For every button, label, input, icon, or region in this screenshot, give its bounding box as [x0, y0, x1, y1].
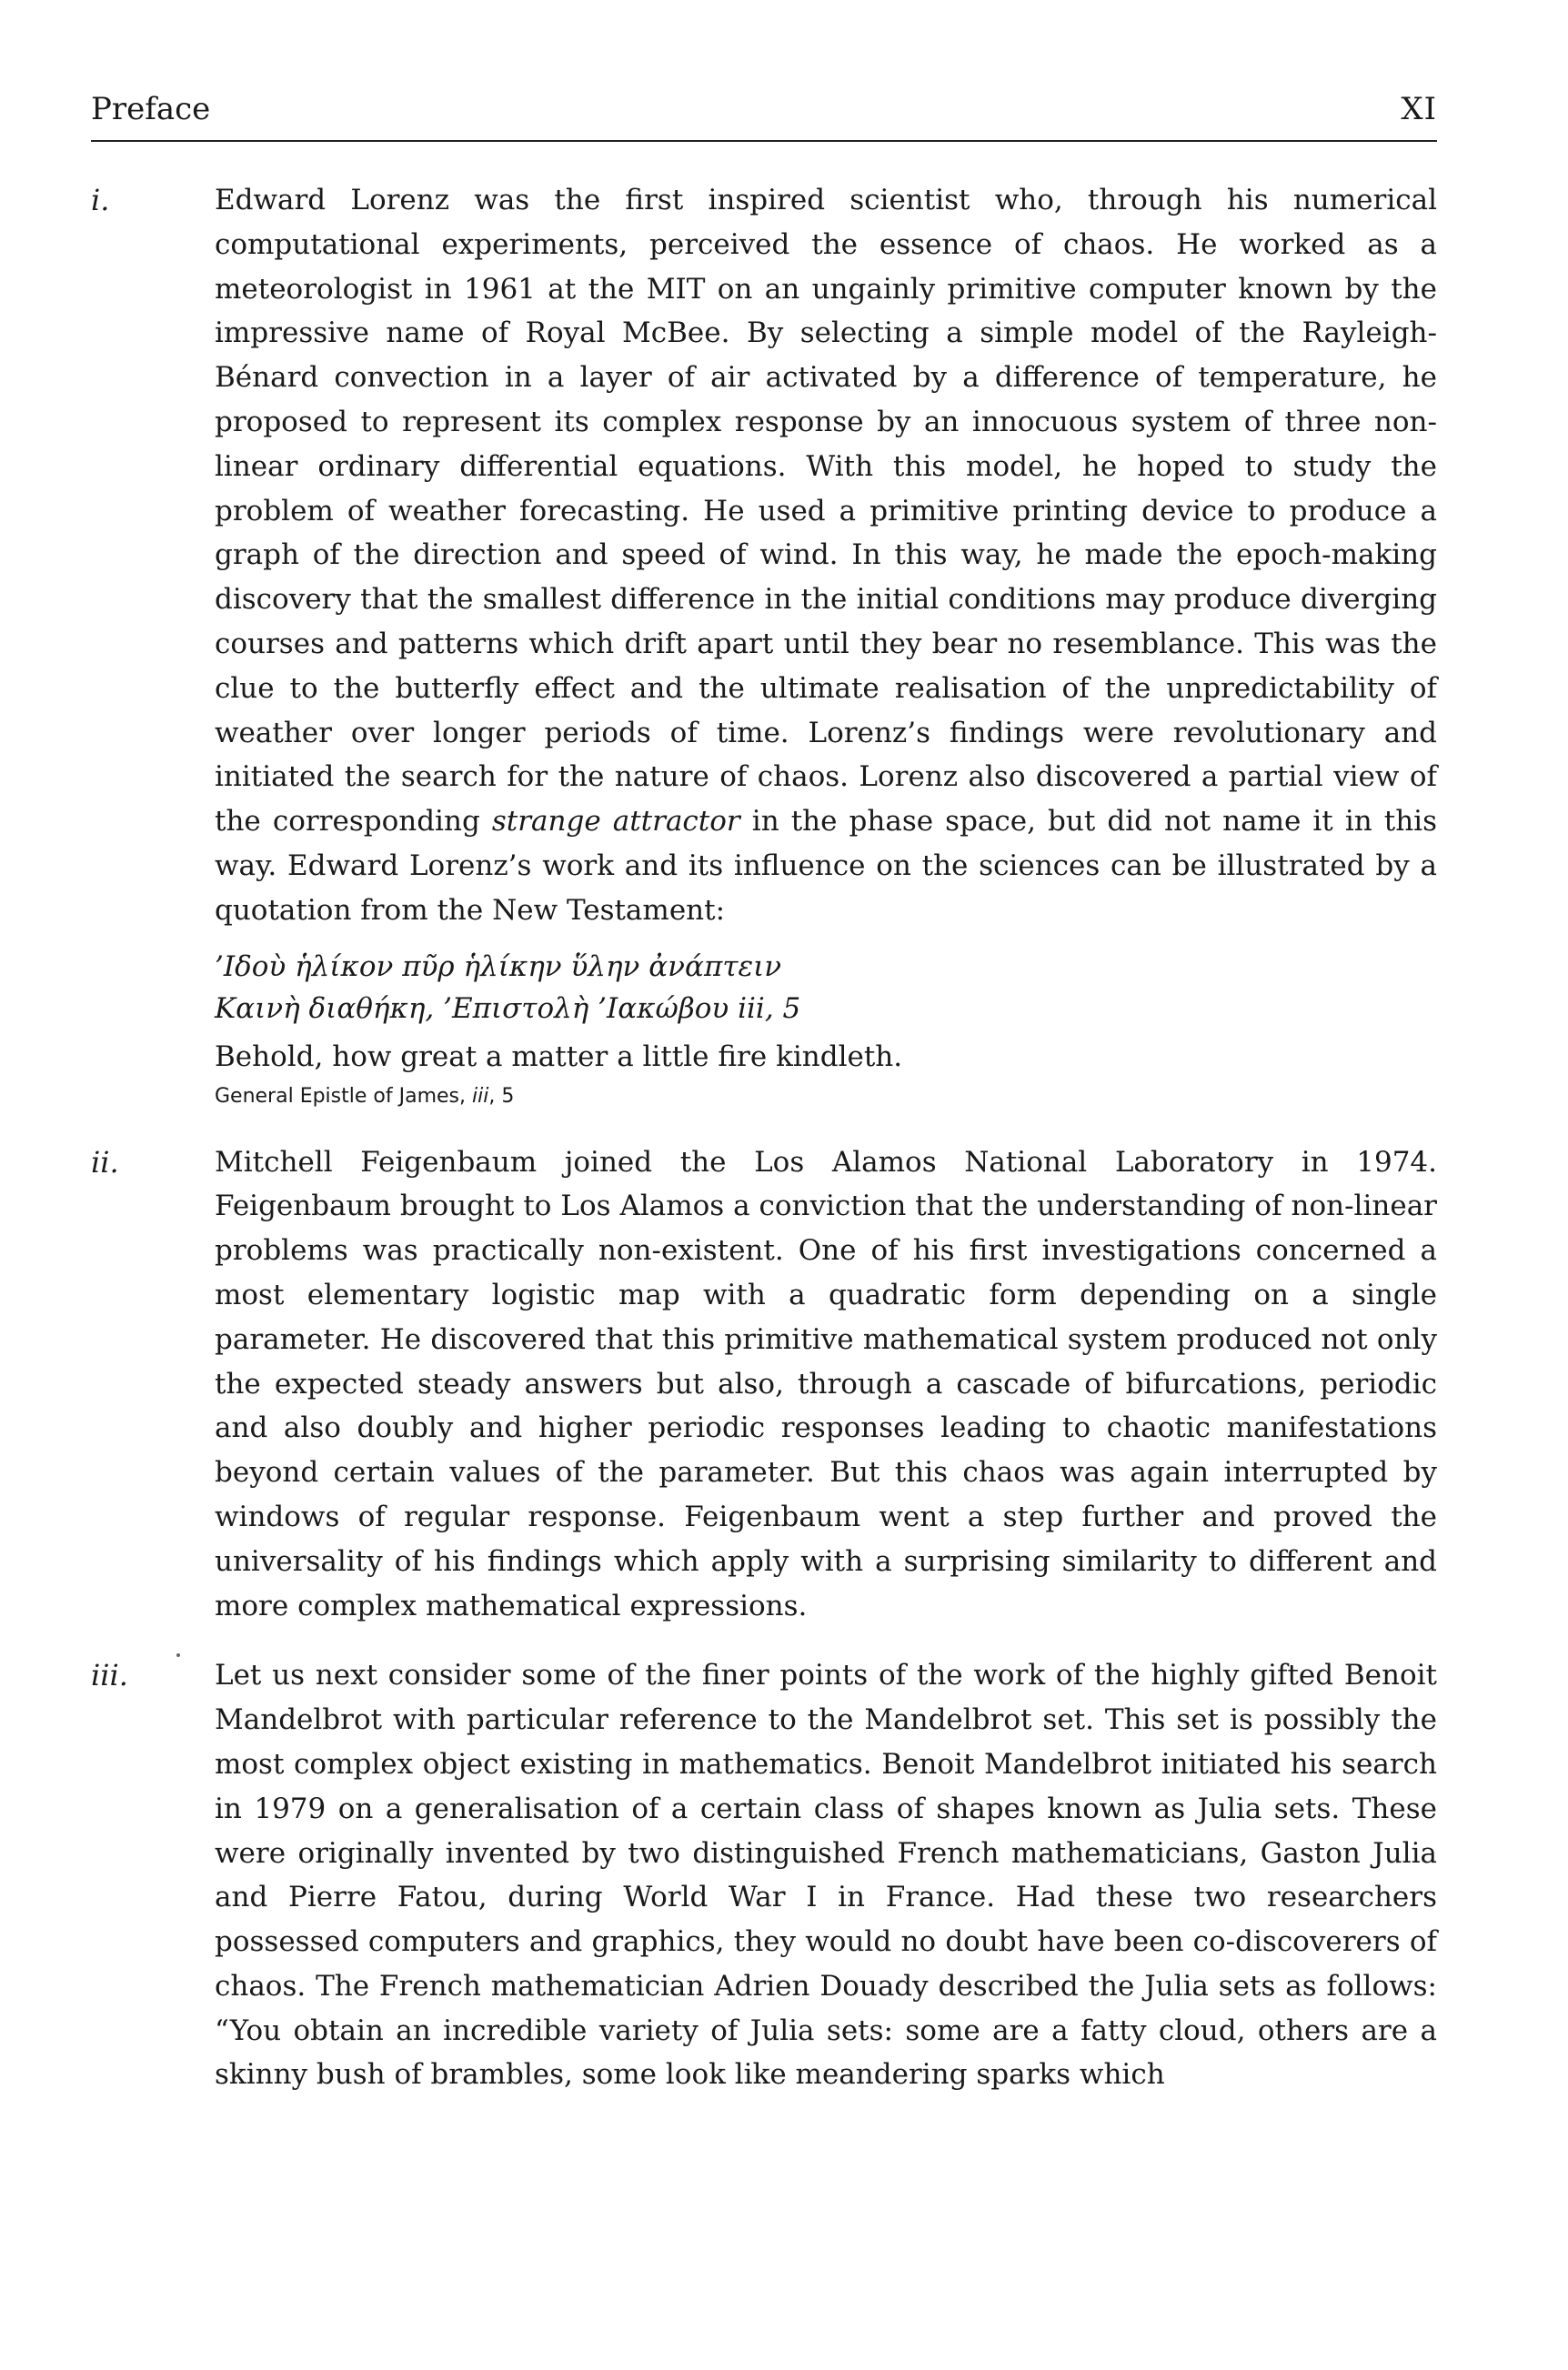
item-numeral: i.	[91, 183, 110, 217]
greek-citation-line: Καινὴ διαθήκη, ’Επιστολὴ ’Ιακώβου iii, 5	[215, 991, 801, 1025]
print-speck	[176, 1653, 180, 1657]
item-numeral: iii.	[91, 1658, 128, 1693]
scripture-quote	[215, 946, 1437, 1115]
paragraph-text: Edward Lorenz was the first inspired scientist who, through his numerical computational experiments, perceived the essence of chaos. He worked as a meteorologist in 1961 at the MIT on an ungainly primitive computer known by the impressive name of Royal McBee. By selecting a simple model of the Rayleigh-Bénard convection in a layer of air activated by a difference of temperature, he proposed to represent its complex response by an innocuous system of three non-linear ordinary differential equations. With this model, he hoped to study the problem of weather forecasting. He used a primitive printing device to produce a graph of the direction and speed of wind. In this way, he made the epoch-making discovery that the smallest difference in the initial conditions may produce diverging courses and patterns which drift apart until they bear no resemblance. This was the clue to the butterfly effect and the ultimate realisation of the unpredictability of weather over longer periods of time. Lorenz’s findings were revolutionary and initiated the search for the nature of chaos. Lorenz also discovered a partial view of the corresponding	[215, 184, 1437, 839]
quote-source-text: General Epistle of James,	[215, 1084, 472, 1108]
paragraph-mandelbrot: Let us next consider some of the finer points of the work of the highly gifted Benoit Mandelbrot with particular reference to the Mandelbrot set. This set is possibly the most complex object existing in mathematics. Benoit Mandelbrot initiated his search in 1979 on a generalisation of a certain class of shapes known as Julia sets. These were originally invented by two distinguished French mathematicians, Gaston Julia and Pierre Fatou, during World War I in France. Had these two researchers possessed computers and graphics, they would no doubt have been co-discoverers of chaos. The French mathematician Adrien Douady described the Julia sets as follows: “You obtain an incredible variety of Julia sets: some are a fatty cloud, others are a skinny bush of brambles, some look like meandering sparks which	[215, 1659, 1437, 2092]
running-head	[91, 89, 1437, 144]
page-number: XI	[1401, 91, 1437, 127]
list-item-feigenbaum	[91, 1140, 1437, 1629]
english-quote-line: Behold, how great a matter a little fire kindleth.	[215, 1039, 903, 1073]
list-item-mandelbrot	[91, 1653, 1437, 2097]
quote-source	[215, 1079, 1437, 1115]
paragraph-lorenz	[215, 178, 1437, 933]
paragraph-text: in the phase space, but did not name it in this way. Edward Lorenz’s work and its influence on the sciences can be illustrated by a quotation from the New Testament:	[215, 805, 1437, 927]
page-body	[91, 178, 1437, 2123]
item-numeral: ii.	[91, 1144, 119, 1180]
quote-source-ref: iii	[471, 1084, 489, 1108]
paragraph-feigenbaum: Mitchell Feigenbaum joined the Los Alamos National Laboratory in 1974. Feigenbaum brought to Los Alamos a conviction that the understanding of non-linear problems was practically non-existent. One of his first investigations concerned a most elementary logistic map with a quadratic form depending on a single parameter. He discovered that this primitive mathematical system produced not only the expected steady answers but also, through a cascade of bifurcations, periodic and also doubly and higher periodic responses leading to chaotic manifestations beyond certain values of the parameter. But this chaos was again interrupted by windows of regular response. Feigenbaum went a step further and proved the universality of his findings which apply with a surprising similarity to different and more complex mathematical expressions.	[215, 1145, 1437, 1622]
list-item-lorenz	[91, 178, 1437, 1115]
greek-quote-line: ’Ιδοὺ ἡλίκον πῦρ ἡλίκην ὕλην ἀνάπτειν	[215, 949, 782, 983]
chapter-title: Preface	[91, 91, 211, 127]
emphasis-term: strange attractor	[491, 805, 740, 839]
header-rule	[91, 140, 1437, 142]
quote-source-verse: , 5	[488, 1084, 515, 1108]
